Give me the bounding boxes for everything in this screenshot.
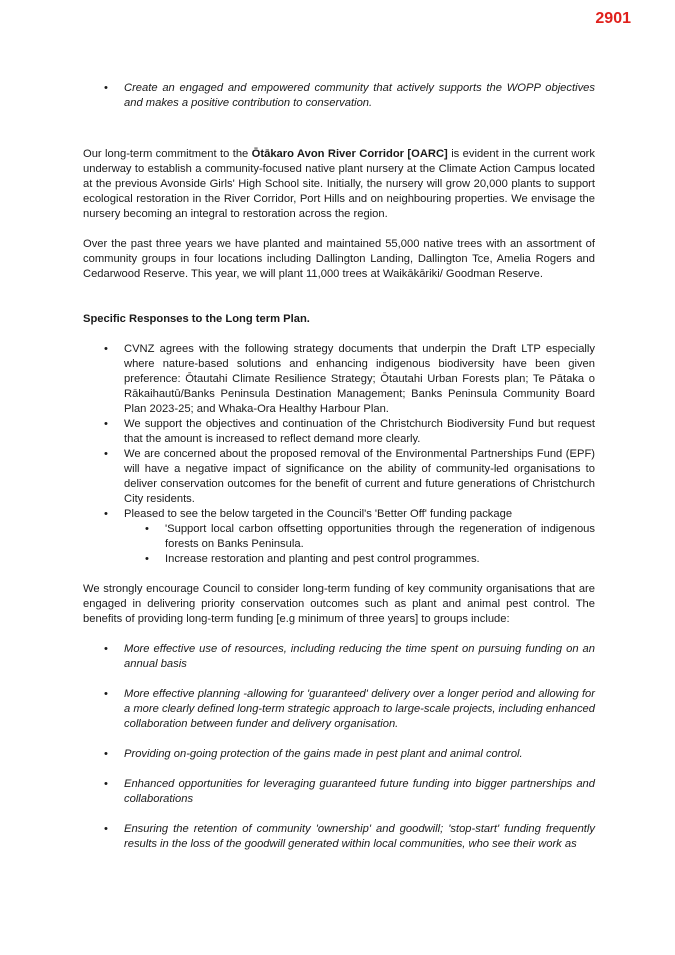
list-item: • Enhanced opportunities for leveraging guaranteed future funding into bigger partnerships and collaborations [83, 777, 595, 807]
list-item: • More effective planning -allowing for 'guaranteed' delivery over a longer period and allowing for a more clearly defined long-term strategic approach to large-scale projects, including enhanced collaboration between funder and delivery organisation. [83, 687, 595, 732]
list-item-text: Pleased to see the below targeted in the Council's 'Better Off' funding package [124, 508, 513, 520]
paragraph-long-term-funding: We strongly encourage Council to consider long-term funding of key community organisations that are engaged in delivering priority conservation outcomes such as plant and animal pest control. The benefits of providing long-term funding [e.g minimum of three years] to groups include: [83, 583, 595, 625]
list-item: • Providing on-going protection of the gains made in pest plant and animal control. [83, 747, 595, 762]
list-item: • CVNZ agrees with the following strategy documents that underpin the Draft LTP especially where nature-based solutions and enhancing indigenous biodiversity have been given preference: Ōtautahi Climate Resilience Strategy; Ōtautahi Urban Forests plan; Te Pātaka o Rākaihautū/Banks Peninsula Destination Management; Banks Peninsula Community Board Plan 2023-25; and Whaka-Ora Healthy Harbour Plan. [83, 342, 595, 417]
list-item: • Create an engaged and empowered community that actively supports the WOPP objectives and makes a positive contribution to conservation. [83, 81, 595, 111]
objectives-list [83, 81, 595, 111]
section-heading: Specific Responses to the Long term Plan. [83, 313, 310, 325]
sub-list-item: • 'Support local carbon offsetting opportunities through the regeneration of indigenous forests on Banks Peninsula. [124, 522, 595, 552]
page-number: 2901 [595, 10, 631, 27]
paragraph-plantings: Over the past three years we have planted and maintained 55,000 native trees with an assortment of community groups in four locations including Dallington Landing, Dallington Tce, Amelia Rogers and Cedarwood Reserve. This year, we will plant 11,000 trees at Waikākāriki/ Goodman Reserve. [83, 238, 595, 280]
oarc-name: Ōtākaro Avon River Corridor [OARC] [251, 148, 448, 160]
sub-list-item: • Increase restoration and planting and pest control programmes. [124, 552, 595, 567]
benefits-list [83, 642, 595, 852]
list-item: • We support the objectives and continuation of the Christchurch Biodiversity Fund but request that the amount is increased to reflect demand more clearly. [83, 417, 595, 447]
paragraph-text: Our long-term commitment to the [83, 148, 252, 160]
paragraph-oarc [83, 147, 595, 222]
list-item: • We are concerned about the proposed removal of the Environmental Partnerships Fund (EPF) will have a negative impact of significance on the ability of community-led organisations to deliver conservation outcomes for the benefit of current and future generations of Christchurch City residents. [83, 447, 595, 507]
better-off-sublist [124, 522, 595, 567]
list-item: • More effective use of resources, including reducing the time spent on pursuing funding on an annual basis [83, 642, 595, 672]
paragraph-text: is evident in the current work underway to establish a community-focused native plant nursery at the Climate Action Campus located at the previous Avonside Girls' High School site. Initially, the nursery will grow 20,000 plants to support ecological restoration in the River Corridor, Port Hills and on neighbouring properties. We envisage the nursery becoming an integral to restoration across the region. [83, 148, 595, 220]
list-item [83, 507, 595, 567]
list-item: • Ensuring the retention of community 'ownership' and goodwill; 'stop-start' funding frequently results in the loss of the goodwill generated within local communities, who see their work as [83, 822, 595, 852]
responses-list [83, 342, 595, 567]
document-body [83, 81, 595, 852]
